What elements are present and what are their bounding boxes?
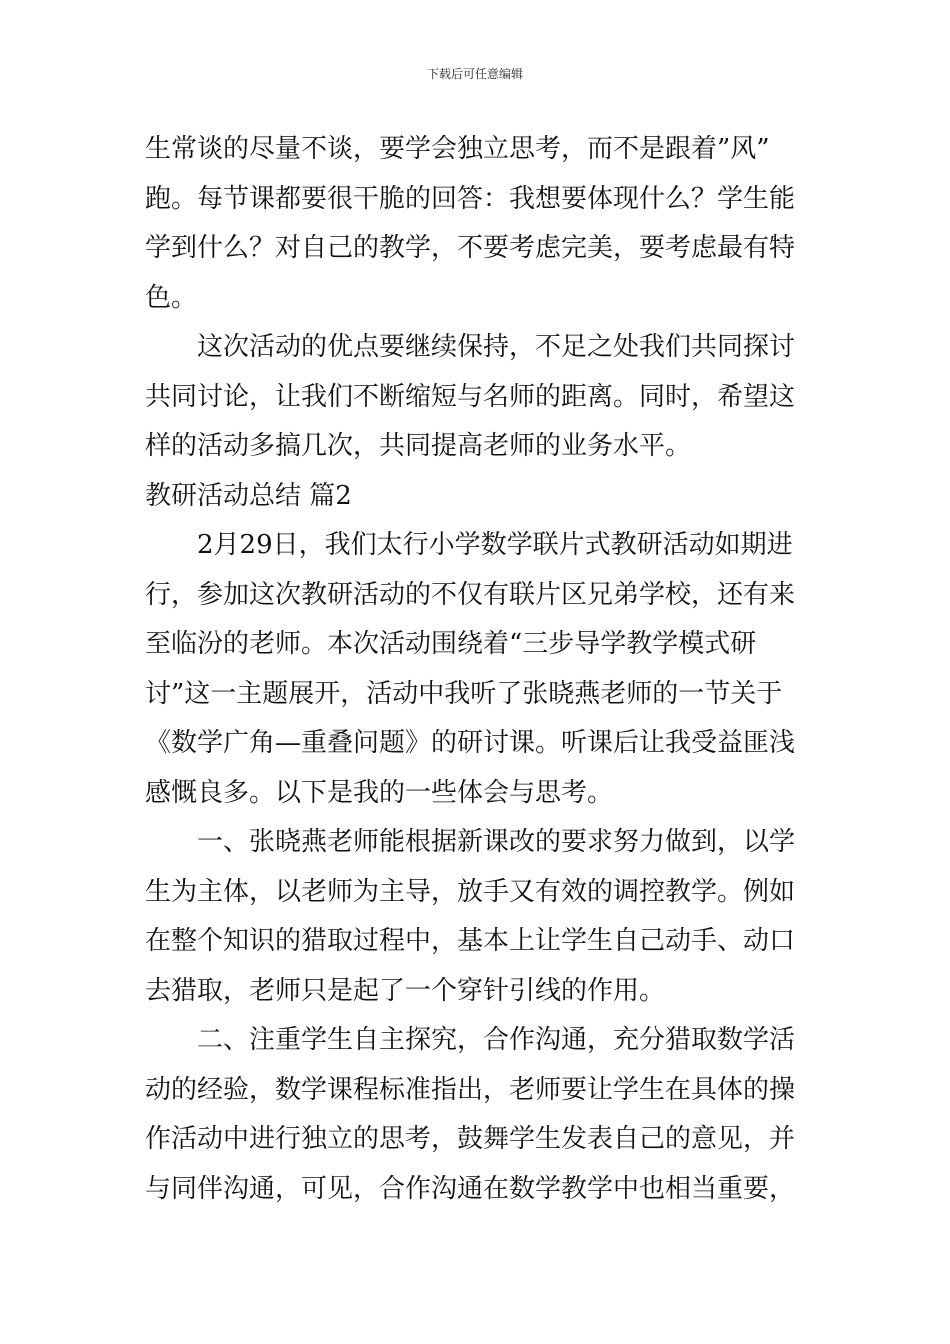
- paragraph-point-two: [145, 1016, 810, 1214]
- text-line: 生为主体，以老师为主导，放手又有效的调控教学。例如: [145, 876, 796, 907]
- text-line: 至临汾的老师。本次活动围绕着“三步导学教学模式研: [145, 629, 757, 659]
- text-line: 样的活动多搞几次，共同提高老师的业务水平。: [145, 431, 692, 461]
- document-body: [145, 125, 810, 1214]
- text-line: 行，参加这次教研活动的不仅有联片区兄弟学校，还有来: [145, 579, 796, 610]
- text-line: 《数学广角—重叠问题》的研讨课。听课后让我受益匪浅: [145, 728, 796, 758]
- text-line: 作活动中进行独立的思考，鼓舞学生发表自己的意见，并: [145, 1124, 796, 1154]
- text-line: 在整个知识的猎取过程中，基本上让学生自己动手、动口: [145, 926, 796, 956]
- text-line: 色。: [145, 282, 198, 313]
- paragraph-conclusion: [145, 323, 810, 472]
- paragraph-intro: [145, 521, 810, 818]
- paragraph-point-one: [145, 818, 810, 1016]
- page-header-note: 下载后可任意编辑: [426, 67, 523, 81]
- text-line: 感慨良多。以下是我的一些体会与思考。: [145, 777, 614, 808]
- section-heading: 教研活动总结 篇2: [145, 480, 352, 511]
- text-line: 动的经验，数学课程标准指出，老师要让学生在具体的操: [145, 1074, 796, 1105]
- text-line: 生常谈的尽量不谈，要学会独立思考，而不是跟着”风”: [145, 134, 770, 164]
- text-line: 共同讨论，让我们不断缩短与名师的距离。同时，希望这: [145, 381, 796, 412]
- text-line: 学到什么？对自己的教学，不要考虑完美，要考虑最有特: [145, 233, 796, 263]
- text-line: 二、注重学生自主探究，合作沟通，充分猎取数学活: [197, 1025, 796, 1055]
- text-line: 去猎取，老师只是起了一个穿针引线的作用。: [145, 975, 666, 1006]
- paragraph-continued: [145, 125, 810, 323]
- text-line: 这次活动的优点要继续保持，不足之处我们共同探讨: [197, 332, 796, 362]
- text-line: 2月29日，我们太行小学数学联片式教研活动如期进: [197, 530, 793, 560]
- text-line: 讨”这一主题展开，活动中我听了张晓燕老师的一节关于: [145, 678, 783, 709]
- text-line: 与同伴沟通，可见，合作沟通在数学教学中也相当重要，: [145, 1173, 796, 1204]
- text-line: 一、张晓燕老师能根据新课改的要求努力做到，以学: [197, 827, 796, 857]
- text-line: 跑。每节课都要很干脆的回答：我想要体现什么？学生能: [145, 183, 796, 214]
